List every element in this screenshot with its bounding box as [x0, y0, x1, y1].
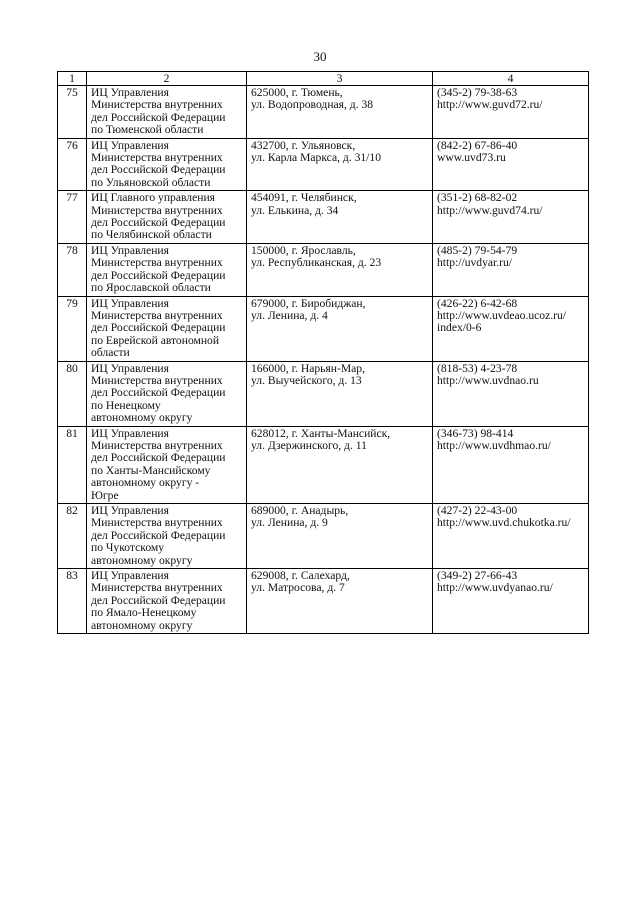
organization-cell [87, 138, 247, 191]
organization-line: по Еврейской автономной [91, 333, 220, 347]
organization-line: автономному округу [91, 411, 193, 425]
organization-line: по Челябинской области [91, 228, 212, 242]
table-row [58, 86, 589, 139]
organization-line: автономному округу [91, 618, 193, 632]
address-line: ул. Карла Маркса, д. 31/10 [251, 151, 381, 165]
contact-line: http://www.uvdyanao.ru/ [437, 581, 553, 595]
contacts-cell [433, 426, 589, 503]
organization-line: по Тюменской области [91, 123, 204, 137]
address-line: 432700, г. Ульяновск, [251, 138, 356, 152]
contacts-cell [433, 504, 589, 569]
organization-line: ИЦ Управления [91, 138, 169, 152]
address-cell [247, 191, 433, 244]
organization-line: дел Российской Федерации [91, 216, 226, 230]
table-row [58, 138, 589, 191]
organization-line: по Ненецкому [91, 398, 161, 412]
organization-cell [87, 361, 247, 426]
organization-line: Министерства внутренних [91, 516, 223, 530]
organization-line: Министерства внутренних [91, 373, 223, 387]
address-line: ул. Елькина, д. 34 [251, 203, 339, 217]
address-cell [247, 243, 433, 296]
table-row [58, 296, 589, 361]
registry-table [57, 71, 589, 634]
address-cell [247, 426, 433, 503]
organization-line: дел Российской Федерации [91, 268, 226, 282]
address-line: ул. Водопроводная, д. 38 [251, 98, 374, 112]
address-line: ул. Дзержинского, д. 11 [251, 438, 367, 452]
row-number: 78 [58, 243, 87, 296]
organization-cell [87, 191, 247, 244]
page-number: 30 [313, 49, 327, 64]
row-number: 80 [58, 361, 87, 426]
organization-line: дел Российской Федерации [91, 110, 226, 124]
contacts-cell [433, 138, 589, 191]
organization-line: дел Российской Федерации [91, 528, 226, 542]
organization-line: ИЦ Управления [91, 361, 169, 375]
organization-cell [87, 243, 247, 296]
organization-line: ИЦ Управления [91, 504, 169, 517]
address-line: 689000, г. Анадырь, [251, 504, 349, 517]
organization-line: дел Российской Федерации [91, 321, 226, 335]
address-line: 166000, г. Нарьян-Мар, [251, 361, 365, 375]
address-line: ул. Ленина, д. 9 [251, 516, 328, 530]
address-line: ул. Матросова, д. 7 [251, 581, 345, 595]
organization-line: по Ямало-Ненецкому [91, 606, 197, 620]
contact-line: (349-2) 27-66-43 [437, 569, 518, 583]
contact-line: http://www.uvdnao.ru [437, 373, 539, 387]
organization-line: ИЦ Управления [91, 296, 169, 310]
address-line: 454091, г. Челябинск, [251, 191, 357, 205]
organization-line: области [91, 346, 130, 360]
contact-line: (427-2) 22-43-00 [437, 504, 518, 517]
address-line: 150000, г. Ярославль, [251, 243, 356, 257]
contact-line: http://www.uvdeao.ucoz.ru/ [437, 308, 567, 322]
organization-line: Министерства внутренних [91, 256, 223, 270]
organization-line: ИЦ Управления [91, 243, 169, 257]
organization-line: ИЦ Управления [91, 426, 169, 440]
address-line: 628012, г. Ханты-Мансийск, [251, 426, 391, 440]
contact-line: http://uvdyar.ru/ [437, 256, 513, 270]
contacts-cell [433, 569, 589, 634]
column-header-1: 1 [58, 72, 87, 86]
organization-line: Министерства внутренних [91, 438, 223, 452]
row-number: 79 [58, 296, 87, 361]
organization-line: Министерства внутренних [91, 98, 223, 112]
organization-cell [87, 86, 247, 139]
organization-line: Министерства внутренних [91, 581, 223, 595]
organization-line: дел Российской Федерации [91, 163, 226, 177]
contact-line: (485-2) 79-54-79 [437, 243, 518, 257]
address-line: 625000, г. Тюмень, [251, 86, 343, 99]
contact-line: (818-53) 4-23-78 [437, 361, 518, 375]
table-row [58, 361, 589, 426]
contacts-cell [433, 243, 589, 296]
organization-line: ИЦ Главного управления [91, 191, 215, 205]
column-header-2: 2 [87, 72, 247, 86]
row-number: 75 [58, 86, 87, 139]
organization-line: Министерства внутренних [91, 151, 223, 165]
contact-line: (345-2) 79-38-63 [437, 86, 518, 99]
contact-line: (426-22) 6-42-68 [437, 296, 518, 310]
organization-line: Югре [91, 488, 119, 502]
organization-cell [87, 504, 247, 569]
table-row [58, 191, 589, 244]
organization-line: дел Российской Федерации [91, 386, 226, 400]
row-number: 82 [58, 504, 87, 569]
table-row [58, 426, 589, 503]
organization-line: дел Российской Федерации [91, 451, 226, 465]
organization-line: по Ульяновской области [91, 175, 211, 189]
column-header-4: 4 [433, 72, 589, 86]
contacts-cell [433, 361, 589, 426]
row-number: 77 [58, 191, 87, 244]
contact-line: (346-73) 98-414 [437, 426, 514, 440]
organization-cell [87, 296, 247, 361]
address-line: ул. Выучейского, д. 13 [251, 373, 362, 387]
contact-line: http://www.guvd74.ru/ [437, 203, 543, 217]
organization-line: ИЦ Управления [91, 86, 169, 99]
contact-line: (351-2) 68-82-02 [437, 191, 518, 205]
organization-line: Министерства внутренних [91, 308, 223, 322]
contacts-cell [433, 86, 589, 139]
row-number: 83 [58, 569, 87, 634]
table-row [58, 504, 589, 569]
column-header-3: 3 [247, 72, 433, 86]
address-cell [247, 296, 433, 361]
table-row [58, 243, 589, 296]
contact-line: index/0-6 [437, 321, 482, 335]
table-header-row [58, 72, 589, 86]
address-cell [247, 138, 433, 191]
address-cell [247, 361, 433, 426]
address-line: 679000, г. Биробиджан, [251, 296, 366, 310]
organization-cell [87, 426, 247, 503]
contact-line: (842-2) 67-86-40 [437, 138, 518, 152]
address-line: 629008, г. Салехард, [251, 569, 350, 583]
contacts-cell [433, 191, 589, 244]
contact-line: www.uvd73.ru [437, 151, 506, 165]
address-line: ул. Республиканская, д. 23 [251, 256, 382, 270]
organization-line: по Ярославской области [91, 281, 211, 295]
contact-line: http://www.guvd72.ru/ [437, 98, 543, 112]
contact-line: http://www.uvd.chukotka.ru/ [437, 516, 571, 530]
address-line: ул. Ленина, д. 4 [251, 308, 328, 322]
organization-line: ИЦ Управления [91, 569, 169, 583]
row-number: 76 [58, 138, 87, 191]
organization-line: по Ханты-Мансийскому [91, 463, 211, 477]
address-cell [247, 86, 433, 139]
organization-line: автономному округу - [91, 476, 200, 490]
address-cell [247, 504, 433, 569]
organization-line: по Чукотскому [91, 541, 165, 555]
organization-line: дел Российской Федерации [91, 593, 226, 607]
organization-line: Министерства внутренних [91, 203, 223, 217]
organization-cell [87, 569, 247, 634]
table-body [58, 86, 589, 634]
contact-line: http://www.uvdhmao.ru/ [437, 438, 551, 452]
row-number: 81 [58, 426, 87, 503]
address-cell [247, 569, 433, 634]
contacts-cell [433, 296, 589, 361]
table-row [58, 569, 589, 634]
organization-line: автономному округу [91, 553, 193, 567]
